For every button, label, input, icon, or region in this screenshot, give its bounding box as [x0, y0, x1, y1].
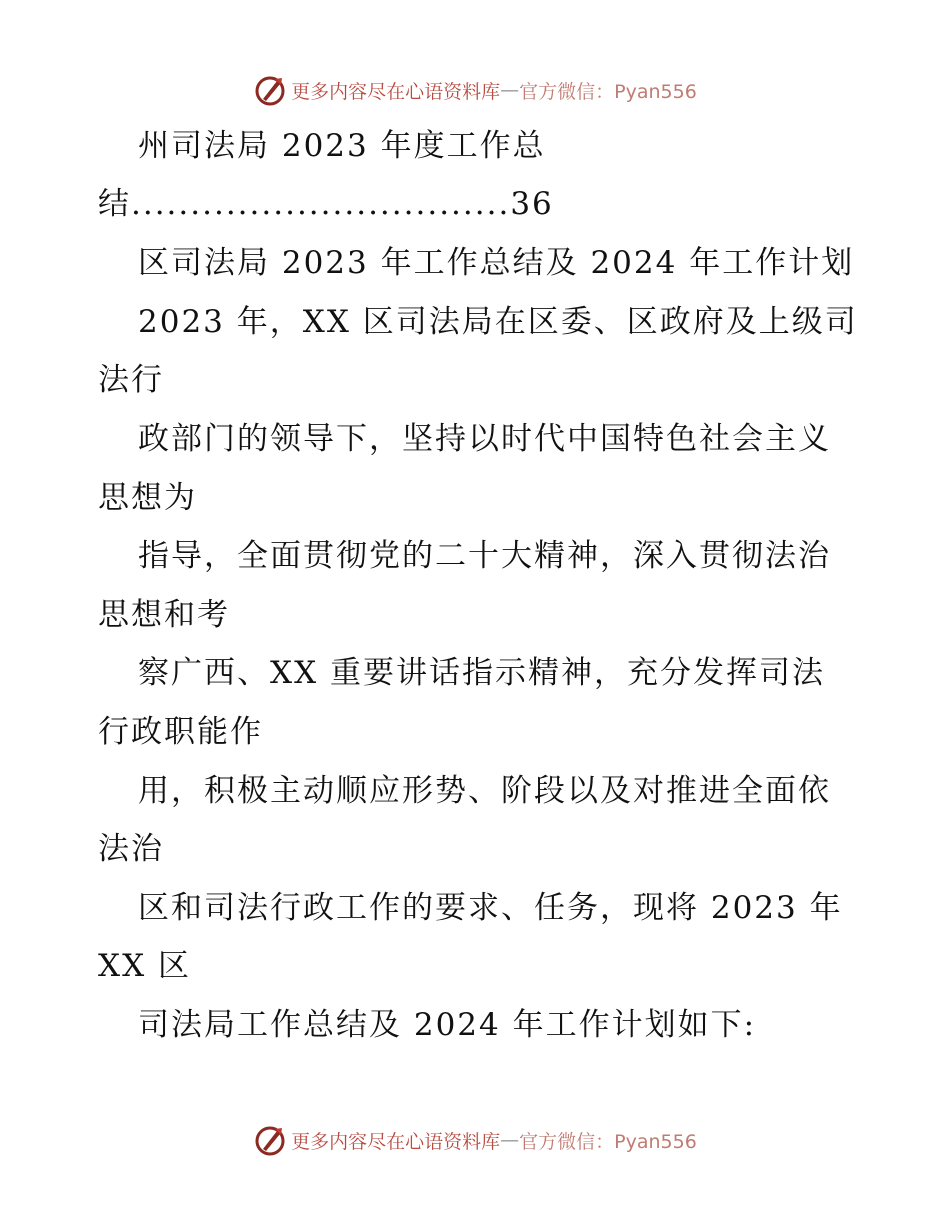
- text-line-15: XX 区: [98, 948, 191, 984]
- header-watermark-banner: [0, 70, 950, 110]
- quill-logo-icon: [253, 1123, 287, 1157]
- text-line-12: 用，积极主动顺应形势、阶段以及对推进全面依: [138, 773, 831, 809]
- text-line-16: 司法局工作总结及 2024 年工作计划如下:: [138, 1007, 757, 1043]
- text-line-6: 政部门的领导下，坚持以时代中国特色社会主义: [138, 421, 831, 457]
- text-line-7: 思想为: [98, 480, 197, 516]
- text-line-9: 思想和考: [98, 597, 230, 633]
- text-line-2: 结................................36: [98, 186, 554, 222]
- quill-logo-icon: [253, 73, 287, 107]
- text-line-13: 法治: [98, 831, 164, 867]
- banner-lead-text: 更多内容尽在心语资料库: [291, 1130, 501, 1153]
- banner-dash: —: [500, 79, 520, 101]
- banner-wechat-text: 官方微信：Pyan556: [519, 1130, 697, 1153]
- banner-wechat-text: 官方微信：Pyan556: [519, 80, 697, 103]
- footer-watermark-banner: [0, 1120, 950, 1160]
- text-line-3: 区司法局 2023 年工作总结及 2024 年工作计划: [138, 245, 855, 281]
- banner-dash: —: [500, 1129, 520, 1151]
- text-line-14: 区和司法行政工作的要求、任务，现将 2023 年: [138, 890, 843, 926]
- text-line-5: 法行: [98, 362, 164, 398]
- text-line-1: 州司法局 2023 年度工作总: [138, 128, 546, 164]
- text-line-10: 察广西、XX 重要讲话指示精神，充分发挥司法: [138, 655, 825, 691]
- banner-lead-text: 更多内容尽在心语资料库: [291, 80, 501, 103]
- text-line-4: 2023 年，XX 区司法局在区委、区政府及上级司: [138, 304, 858, 340]
- text-line-11: 行政职能作: [98, 714, 263, 750]
- text-line-8: 指导，全面贯彻党的二十大精神，深入贯彻法治: [138, 538, 831, 574]
